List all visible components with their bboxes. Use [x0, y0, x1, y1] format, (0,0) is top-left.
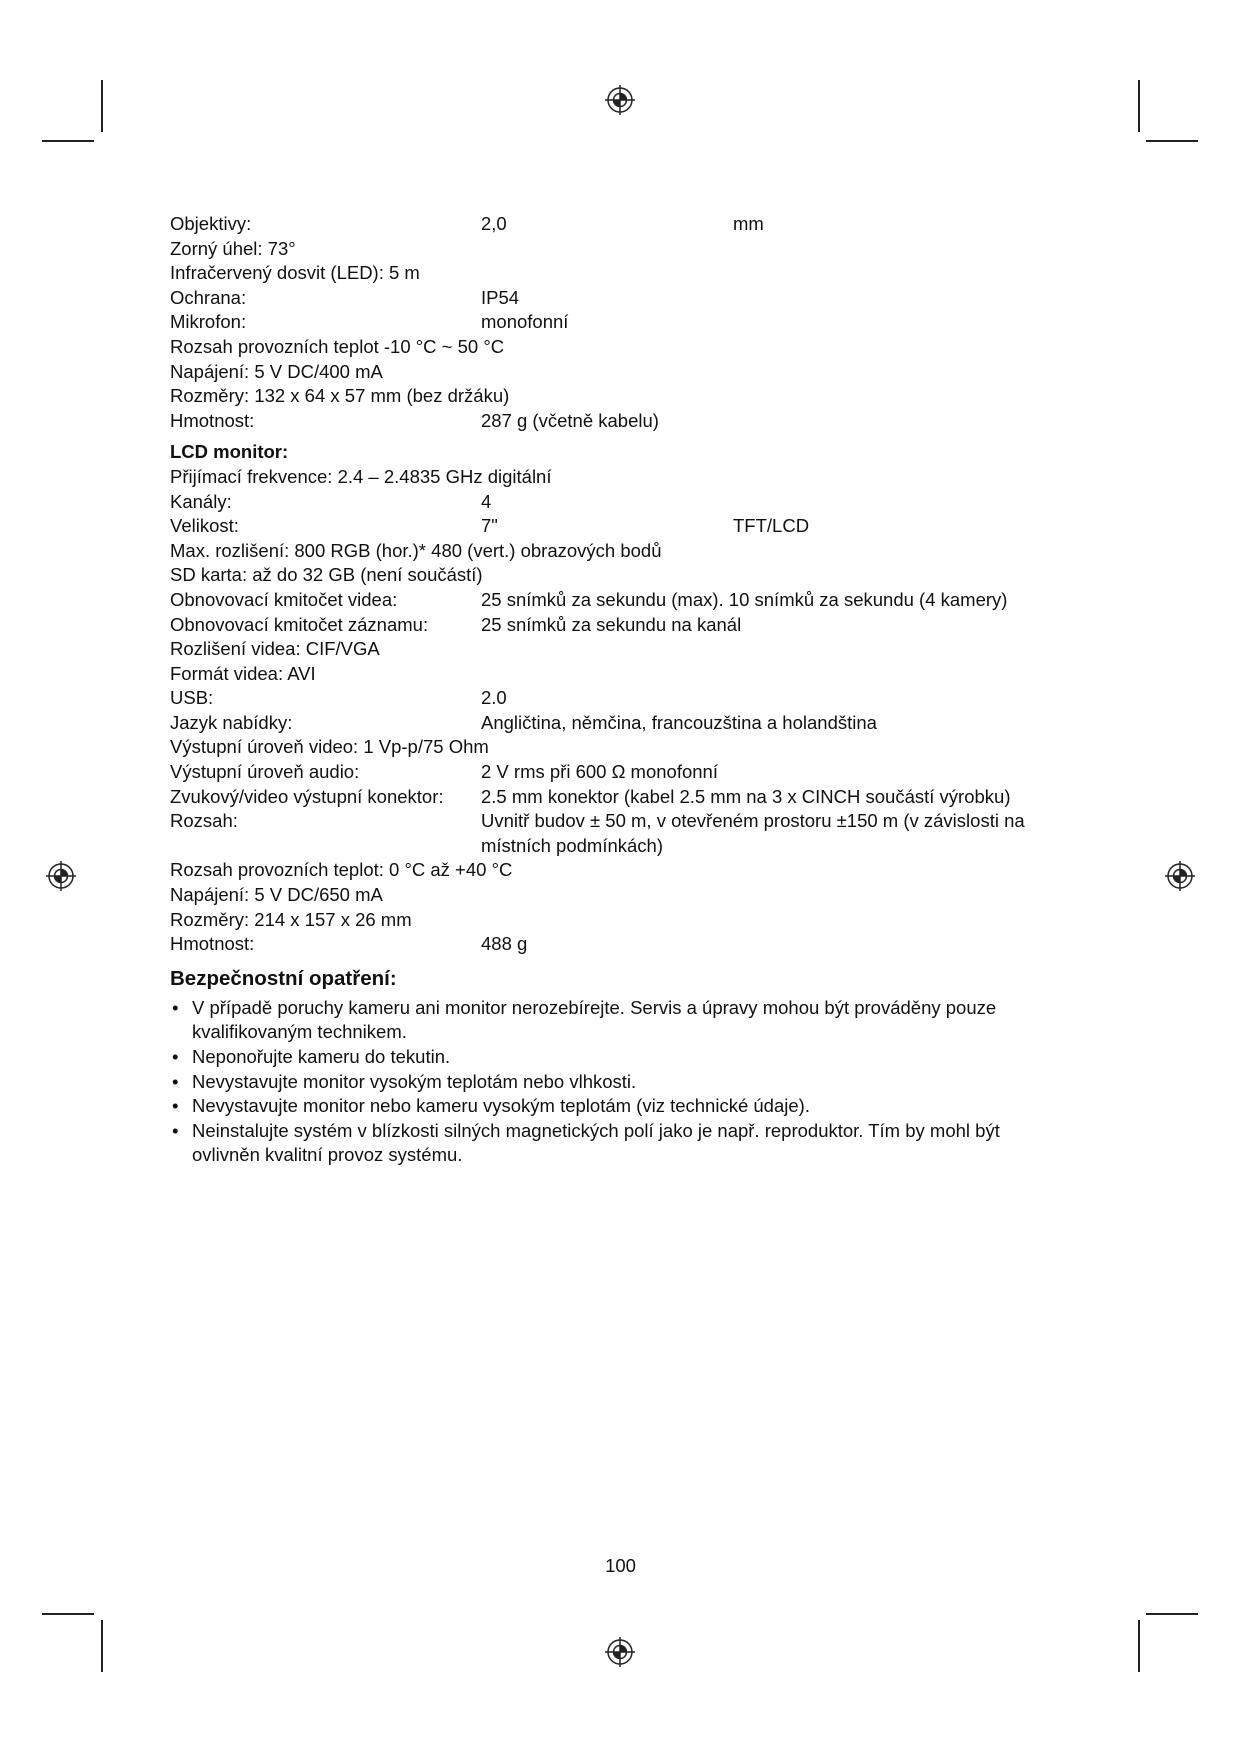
spec-row [170, 360, 1070, 385]
spec-label: Formát videa: AVI [170, 662, 316, 684]
spec-label: Rozsah: [170, 810, 238, 832]
crop-mark-top-left-v [101, 80, 103, 132]
spec-unit: mm [733, 213, 764, 234]
spec-row [170, 637, 1070, 662]
registration-mark-top-icon [605, 85, 635, 115]
spec-value: 4 [481, 490, 492, 512]
spec-label: Výstupní úroveň video: 1 Vp-p/75 Ohm [170, 736, 489, 758]
spec-label: Rozměry: 132 x 64 x 57 mm (bez držáku) [170, 385, 510, 407]
spec-value: 2.5 mm konektor (kabel 2.5 mm na 3 x CINCH součástí výrobku) [481, 785, 1011, 807]
spec-value: 2 V rms při 600 Ω monofonní [481, 761, 718, 783]
spec-unit: TFT/LCD [733, 515, 810, 537]
crop-mark-top-right-h [1146, 140, 1198, 142]
spec-value: 2,0 [481, 213, 507, 234]
spec-row [170, 686, 1070, 711]
spec-row [170, 409, 1070, 434]
spec-row [170, 785, 1070, 810]
spec-label: Rozlišení videa: CIF/VGA [170, 638, 380, 660]
crop-mark-bottom-left-v [101, 1620, 103, 1672]
spec-row [170, 539, 1070, 564]
crop-mark-top-left-h [42, 140, 94, 142]
spec-row [170, 465, 1070, 490]
spec-value: monofonní [481, 311, 569, 333]
crop-mark-bottom-right-h [1146, 1613, 1198, 1615]
spec-row [170, 908, 1070, 933]
safety-heading: Bezpečnostní opatření: [170, 966, 397, 990]
spec-row [170, 563, 1070, 588]
page-content [170, 212, 1070, 1168]
spec-row [170, 883, 1070, 908]
spec-value: Uvnitř budov ± 50 m, v otevřeném prostoru ±150 m (v závislosti na místních podmínkách) [481, 810, 1025, 856]
spec-label: Ochrana: [170, 286, 247, 308]
spec-row [170, 237, 1070, 262]
safety-item: • Neinstalujte systém v blízkosti silných magnetických polí jako je např. reproduktor. Tím by mohl být ovlivněn kvalitní provoz systému. [170, 1119, 1070, 1168]
spec-label: Jazyk nabídky: [170, 711, 293, 733]
spec-label: Rozsah provozních teplot -10 °C ~ 50 °C [170, 335, 505, 357]
spec-row [170, 760, 1070, 785]
registration-mark-left-icon [46, 861, 76, 891]
spec-label: SD karta: až do 32 GB (není součástí) [170, 564, 483, 586]
spec-value: 488 g [481, 933, 528, 955]
spec-label: Velikost: [170, 515, 239, 537]
spec-row [170, 613, 1070, 638]
spec-row [170, 384, 1070, 409]
spec-row [170, 662, 1070, 687]
spec-label: Objektivy: [170, 213, 252, 234]
monitor-spec-list [170, 465, 1070, 957]
spec-value: 7" [481, 515, 498, 537]
crop-mark-bottom-right-v [1138, 1620, 1140, 1672]
spec-label: Max. rozlišení: 800 RGB (hor.)* 480 (vert.) obrazových bodů [170, 539, 662, 561]
spec-row [170, 261, 1070, 286]
spec-row [170, 858, 1070, 883]
spec-value: 25 snímků za sekundu na kanál [481, 613, 742, 635]
spec-row [170, 711, 1070, 736]
spec-label: Výstupní úroveň audio: [170, 761, 360, 783]
spec-row [170, 932, 1070, 957]
safety-item: • Nevystavujte monitor vysokým teplotám nebo vlhkosti. [170, 1070, 1070, 1095]
spec-label: Obnovovací kmitočet záznamu: [170, 613, 429, 635]
spec-row [170, 490, 1070, 515]
spec-value: Angličtina, němčina, francouzština a holandština [481, 711, 877, 733]
spec-row [170, 514, 1070, 539]
spec-label: Rozměry: 214 x 157 x 26 mm [170, 908, 412, 930]
safety-list [170, 996, 1070, 1168]
safety-item: • Nevystavujte monitor nebo kameru vysokým teplotám (viz technické údaje). [170, 1094, 1070, 1119]
spec-value: 287 g (včetně kabelu) [481, 409, 659, 431]
registration-mark-bottom-icon [605, 1637, 635, 1667]
spec-row [170, 809, 1070, 858]
spec-label: Rozsah provozních teplot: 0 °C až +40 °C [170, 859, 513, 881]
crop-mark-bottom-left-h [42, 1613, 94, 1615]
spec-row [170, 335, 1070, 360]
spec-label: Infračervený dosvit (LED): 5 m [170, 262, 420, 284]
spec-label: Hmotnost: [170, 409, 255, 431]
camera-spec-list [170, 212, 1070, 433]
spec-label: USB: [170, 687, 214, 709]
spec-label: Hmotnost: [170, 933, 255, 955]
spec-label: Napájení: 5 V DC/650 mA [170, 884, 383, 906]
spec-value: 25 snímků za sekundu (max). 10 snímků za sekundu (4 kamery) [481, 588, 1008, 610]
spec-label: Napájení: 5 V DC/400 mA [170, 360, 383, 382]
spec-row [170, 588, 1070, 613]
spec-value: 2.0 [481, 687, 507, 709]
registration-mark-right-icon [1165, 861, 1195, 891]
spec-row [170, 286, 1070, 311]
spec-row [170, 735, 1070, 760]
spec-value: IP54 [481, 286, 520, 308]
spec-label: Kanály: [170, 490, 232, 512]
spec-label: Přijímací frekvence: 2.4 – 2.4835 GHz digitální [170, 465, 552, 487]
spec-label: Zorný úhel: 73° [170, 237, 296, 259]
spec-label: Zvukový/video výstupní konektor: [170, 785, 444, 807]
page-number: 100 [605, 1555, 636, 1576]
spec-row [170, 310, 1070, 335]
safety-item: • Neponořujte kameru do tekutin. [170, 1045, 1070, 1070]
spec-row [170, 212, 1070, 237]
safety-item: • V případě poruchy kameru ani monitor nerozebírejte. Servis a úpravy mohou být prováděny pouze kvalifikovaným technikem. [170, 996, 1070, 1045]
monitor-heading: LCD monitor: [170, 441, 289, 463]
crop-mark-top-right-v [1138, 80, 1140, 132]
spec-label: Mikrofon: [170, 311, 247, 333]
spec-label: Obnovovací kmitočet videa: [170, 588, 398, 610]
